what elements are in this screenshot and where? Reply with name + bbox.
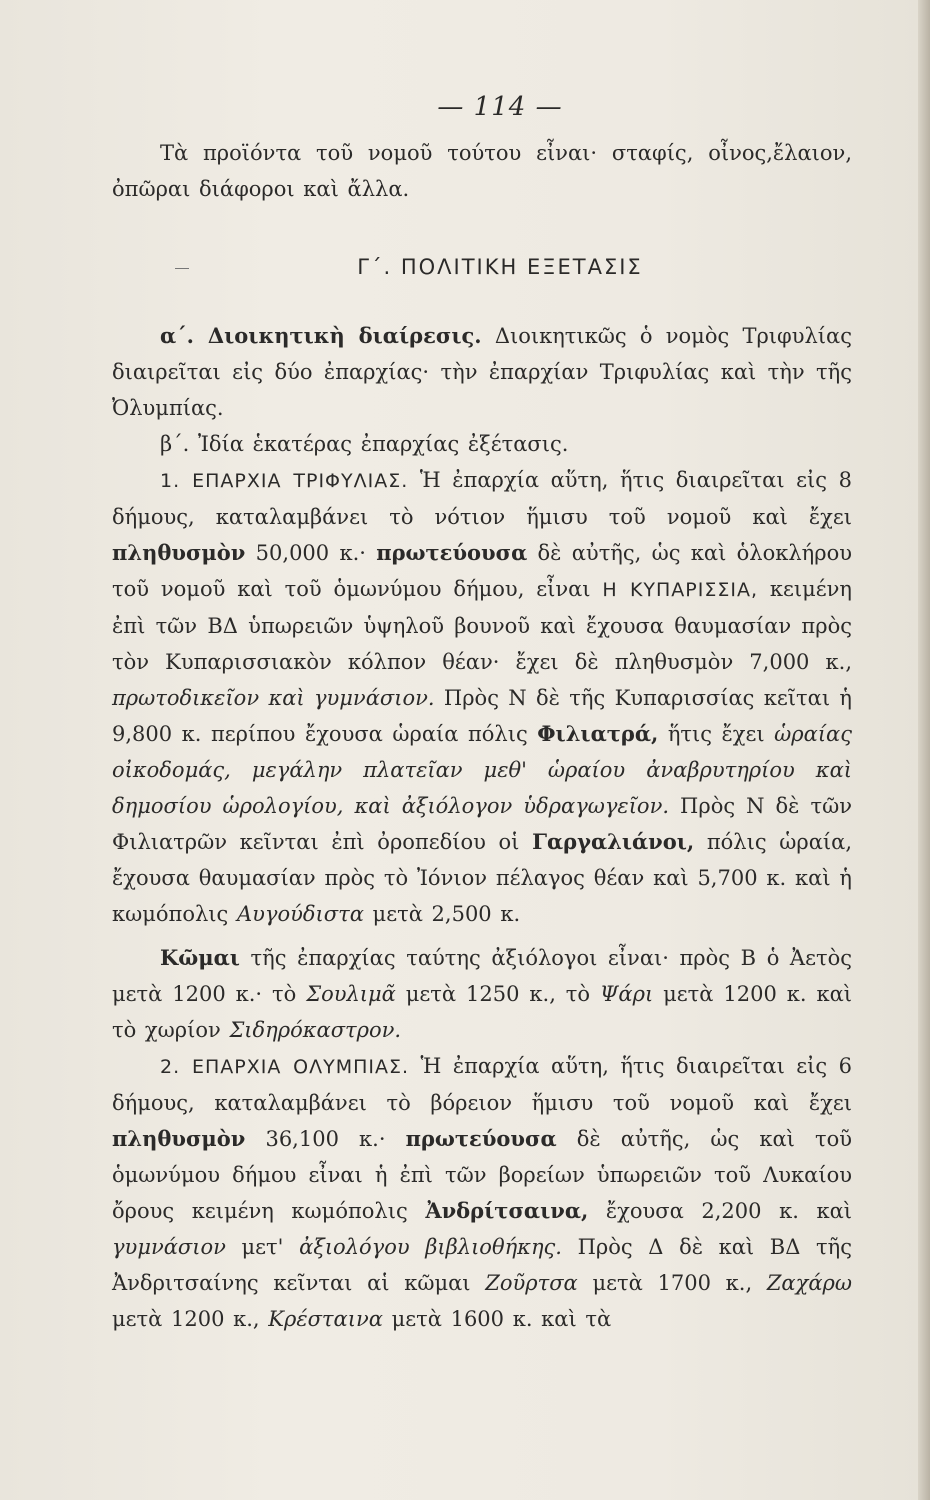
text-span: κειμένη ἐπὶ τῶν ΒΔ ὑπωρειῶν ὑψηλοῦ βουνοῦ καὶ ἔχουσα θαυμασίαν πρὸς τὸν Κυπαρισσιακὸν κόλπον θέαν· ἔχει δὲ πληθυσμὸν 7,000 κ., — [112, 577, 853, 674]
text-span: ἔχουσα 2,200 κ. καὶ — [588, 1199, 852, 1223]
text-span: δὲ αὐτῆς, ὡς καὶ ὁλοκλήρου τοῦ νομοῦ καὶ τοῦ ὁμωνύμου δήμου, εἶναι — [112, 541, 852, 601]
italic-span: ἀξιολόγου βιβλιοθήκης. — [299, 1235, 562, 1259]
text-span: Ἡ ἐπαρχία αὕτη, ἥτις διαιρεῖται εἰς 8 δήμους, καταλαμβάνει τὸ νότιον ἥμισυ τοῦ νομοῦ καὶ ἔχει — [112, 468, 852, 529]
italic-span: γυμνάσιον — [112, 1235, 226, 1259]
town-name-andritsaina: Ἀνδρίτσαινα, — [425, 1198, 589, 1223]
olympia-label: 2. ΕΠΑΡΧΙΑ ΟΛΥΜΠΙΑΣ. — [160, 1056, 410, 1078]
bold-span: Κῶμαι — [160, 945, 240, 970]
text-span: ἥτις ἔχει — [658, 722, 775, 746]
paragraph-villages — [112, 940, 852, 1048]
bold-span: πρωτεύουσα — [405, 1126, 557, 1151]
text-span: Ἡ ἐπαρχία αὕτη, ἥτις διαιρεῖται εἰς 6 δήμους, καταλαμβάνει τὸ βόρειον ἥμισυ τοῦ νομοῦ καὶ ἔχει — [112, 1054, 852, 1115]
town-name-avgoudista: Αυγούδιστα — [236, 902, 364, 926]
text-span: μετὰ 1700 κ., — [577, 1271, 767, 1295]
bold-span: πληθυσμὸν — [112, 1126, 246, 1151]
section-heading: Γ΄. ΠΟΛΙΤΙΚΗ ΕΞΕΤΑΣΙΣ — [357, 255, 643, 279]
text-span: μετὰ 1250 κ., τὸ — [395, 982, 600, 1006]
village-name: Ψάρι — [600, 982, 654, 1006]
italic-span: πρωτοδικεῖον καὶ γυμνάσιον. — [112, 686, 435, 710]
text-span: 36,100 κ.· — [245, 1127, 406, 1151]
intro-paragraph — [112, 135, 852, 207]
village-name: Ζαχάρω — [766, 1271, 852, 1295]
triphylia-label: 1. ΕΠΑΡΧΙΑ ΤΡΙΦΥΛΙΑΣ. — [160, 470, 409, 492]
subsection-a-title: α΄. Διοικητικὴ διαίρεσις. — [160, 323, 482, 348]
text-span: μετὰ 2,500 κ. — [363, 902, 521, 926]
italic-span: ὡραίας οἰκοδομάς, μεγάλην πλατεῖαν μεθ' ὡραίου ἀναβρυτηρίου καὶ δημοσίου ὡρολογίου, καὶ ἀξιόλογον ὑδραγωγεῖον. — [112, 722, 852, 818]
text-span: Πρὸς Ν δὲ τῆς Κυπαρισσίας κεῖται ἡ 9,800 κ. περίπου ἔχουσα ὡραία πόλις — [112, 686, 852, 746]
village-name: Σουλιμᾶ — [306, 982, 396, 1006]
text-span: δὲ αὐτῆς, ὡς καὶ τοῦ ὁμωνύμου δήμου εἶναι ἡ ἐπὶ τῶν βορείων ὑπωρειῶν τοῦ Λυκαίου ὄρους κειμένη κωμόπολις — [112, 1127, 852, 1223]
paragraph-olympia — [112, 1048, 852, 1337]
page-edge — [918, 0, 930, 1500]
text-span: 50,000 κ.· — [245, 541, 377, 565]
paragraph-administrative-division — [112, 318, 852, 426]
town-name-kyparissia: Η ΚΥΠΑΡΙΣΣΙΑ, — [602, 579, 759, 601]
text-span: Πρὸς Ν δὲ τῶν Φιλιατρῶν κεῖνται ἐπὶ ὀροπεδίου οἱ — [112, 794, 852, 854]
town-name-filiatra: Φιλιατρά, — [537, 721, 659, 746]
text-span: μετ' — [225, 1235, 300, 1259]
bold-span: πληθυσμὸν — [112, 540, 246, 565]
subsection-b-title: β΄. Ἰδία ἑκατέρας ἐπαρχίας ἐξέτασις. — [160, 432, 569, 456]
town-name-gargalianoi: Γαργαλιάνοι, — [532, 829, 695, 854]
text-span: μετὰ 1200 κ., — [112, 1307, 269, 1331]
text-span: Πρὸς Δ δὲ καὶ ΒΔ τῆς Ἀνδριτσαίνης κεῖνται αἱ κῶμαι — [112, 1235, 852, 1295]
paragraph-subsection-b — [112, 426, 852, 462]
paragraph-triphylia — [112, 462, 852, 932]
text-span: τῆς ἐπαρχίας ταύτης ἀξιόλογοι εἶναι· πρὸς Β ὁ Ἀετὸς μετὰ 1200 κ.· τὸ — [112, 946, 852, 1006]
text-span: πόλις ὡραία, ἔχουσα θαυμασίαν πρὸς τὸ Ἰόνιον πέλαγος θέαν καὶ 5,700 κ. καὶ ἡ κωμόπολις — [112, 830, 852, 926]
subsection-a-text: Διοικητικῶς ὁ νομὸς Τριφυλίας διαιρεῖται εἰς δύο ἐπαρχίας· τὴν ἐπαρχίαν Τριφυλίας καὶ τὴν τῆς Ὀλυμπίας. — [112, 324, 852, 420]
bold-span: πρωτεύουσα — [376, 540, 528, 565]
intro-text: Τὰ προϊόντα τοῦ νομοῦ τούτου εἶναι· σταφίς, οἶνος,ἔλαιον, ὀπῶραι διάφοροι καὶ ἄλλα. — [112, 141, 852, 201]
page-number: — 114 — — [437, 92, 563, 122]
village-name: Σιδηρόκαστρον. — [229, 1018, 402, 1042]
village-name: Κρέσταινα — [268, 1307, 383, 1331]
village-name: Ζοῦρτσα — [485, 1271, 578, 1295]
main-text — [112, 318, 852, 1337]
text-span: μετὰ 1600 κ. καὶ τὰ — [382, 1307, 612, 1331]
text-span: μετὰ 1200 κ. καὶ τὸ χωρίον — [112, 982, 852, 1042]
